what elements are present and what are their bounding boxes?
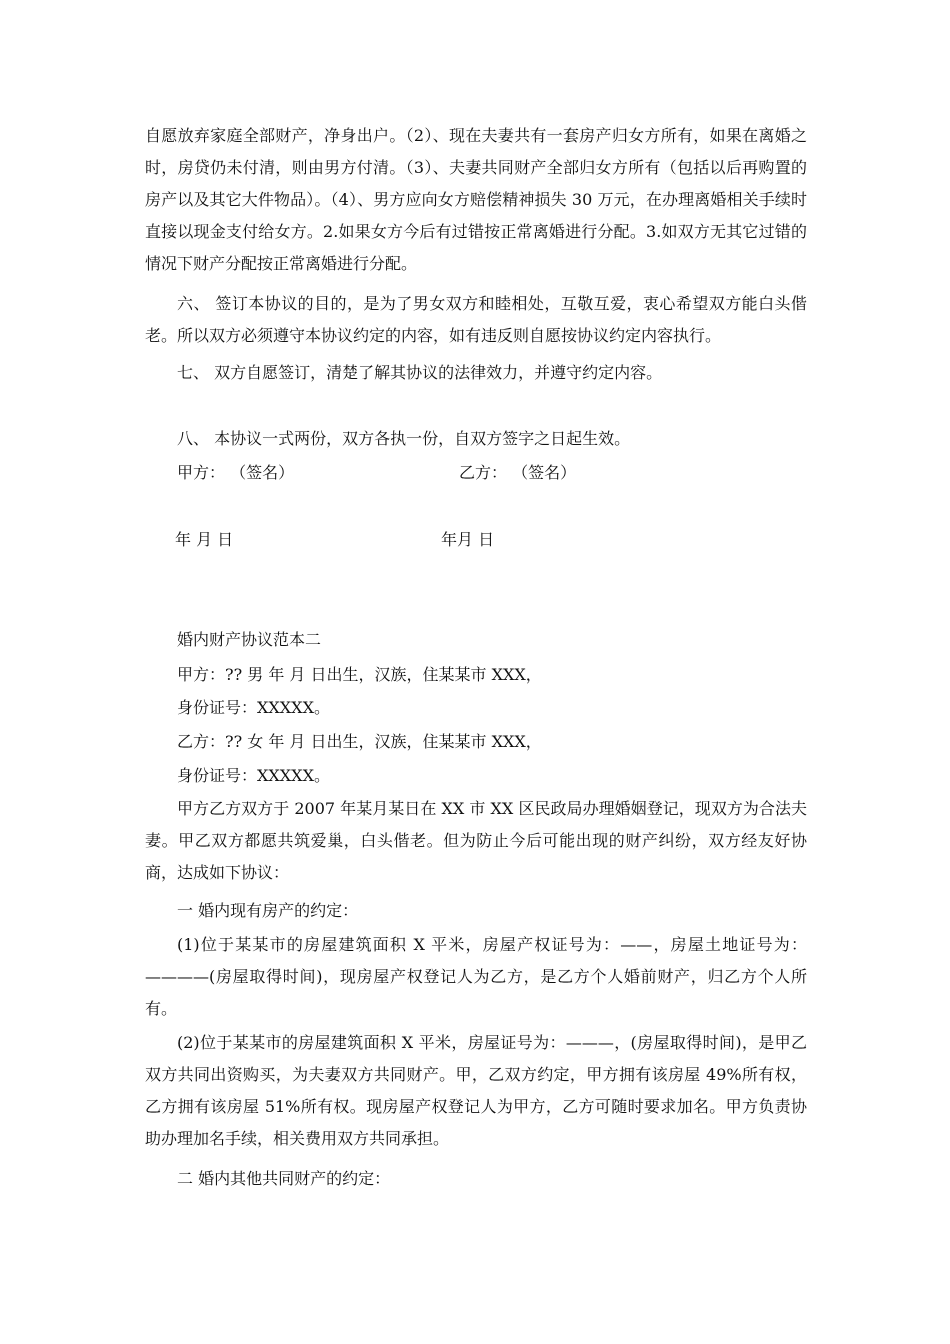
continued-paragraph: 自愿放弃家庭全部财产，净身出户。（2）、现在夫妻共有一套房产归女方所有，如果在离婚之时，房贷仍未付清，则由男方付清。（3）、夫妻共同财产全部归女方所有（包括以后再购置的房产以及其它大件物品）。（4）、男方应向女方赔偿精神损失 30 万元，在办理离婚相关手续时直接以现金支付给女方。2.如果女方今后有过错按正常离婚进行分配。3.如双方无其它过错的情况下财产分配按正常离婚进行分配。 [145,126,807,273]
party-b-signature: 乙方： （签名） [459,463,577,482]
party-a-date: 年 月 日 [175,530,234,549]
clause-seven: 七、 双方自愿签订，清楚了解其协议的法律效力，并遵守约定内容。 [177,363,663,382]
sample-two-party-b: 乙方：?? 女 年 月 日出生，汉族，住某某市 XXX， [177,732,542,751]
section-two-heading: 二 婚内其他共同财产的约定： [177,1169,391,1188]
clause-six: 六、 签订本协议的目的，是为了男女双方和睦相处，互敬互爱，衷心希望双方能白头偕老。所以双方必须遵守本协议约定的内容，如有违反则自愿按协议约定内容执行。 [145,294,807,345]
sample-two-intro: 甲方乙方双方于 2007 年某月某日在 XX 市 XX 区民政局办理婚姻登记，现双方为合法夫妻。甲乙双方都愿共筑爱巢，白头偕老。但为防止今后可能出现的财产纠纷，双方经友好协商，达成如下协议： [145,799,807,882]
clause-eight: 八、 本协议一式两份，双方各执一份，自双方签字之日起生效。 [177,429,631,448]
sample-two-party-b-id: 身份证号：XXXXX。 [177,766,330,785]
sample-two-party-a: 甲方：?? 男 年 月 日出生，汉族，住某某市 XXX， [177,665,542,684]
party-a-signature: 甲方： （签名） [177,463,295,482]
sample-two-party-a-id: 身份证号：XXXXX。 [177,698,330,717]
section-one-item-two: (2)位于某某市的房屋建筑面积 X 平米，房屋证号为：———，(房屋取得时间)，是甲乙双方共同出资购买，为夫妻双方共同财产。甲，乙双方约定，甲方拥有该房屋 49%所有权，乙方拥有该房屋 51%所有权。现房屋产权登记人为甲方，乙方可随时要求加名。甲方负责协助办理加名手续，相关费用双方共同承担。 [145,1033,807,1148]
sample-two-title: 婚内财产协议范本二 [177,630,322,649]
party-b-date: 年月 日 [441,530,495,549]
section-one-item-one: (1)位于某某市的房屋建筑面积 X 平米，房屋产权证号为：——，房屋土地证号为：————(房屋取得时间)，现房屋产权登记人为乙方，是乙方个人婚前财产，归乙方个人所有。 [145,935,807,1018]
section-one-heading: 一 婚内现有房产的约定： [177,901,359,920]
